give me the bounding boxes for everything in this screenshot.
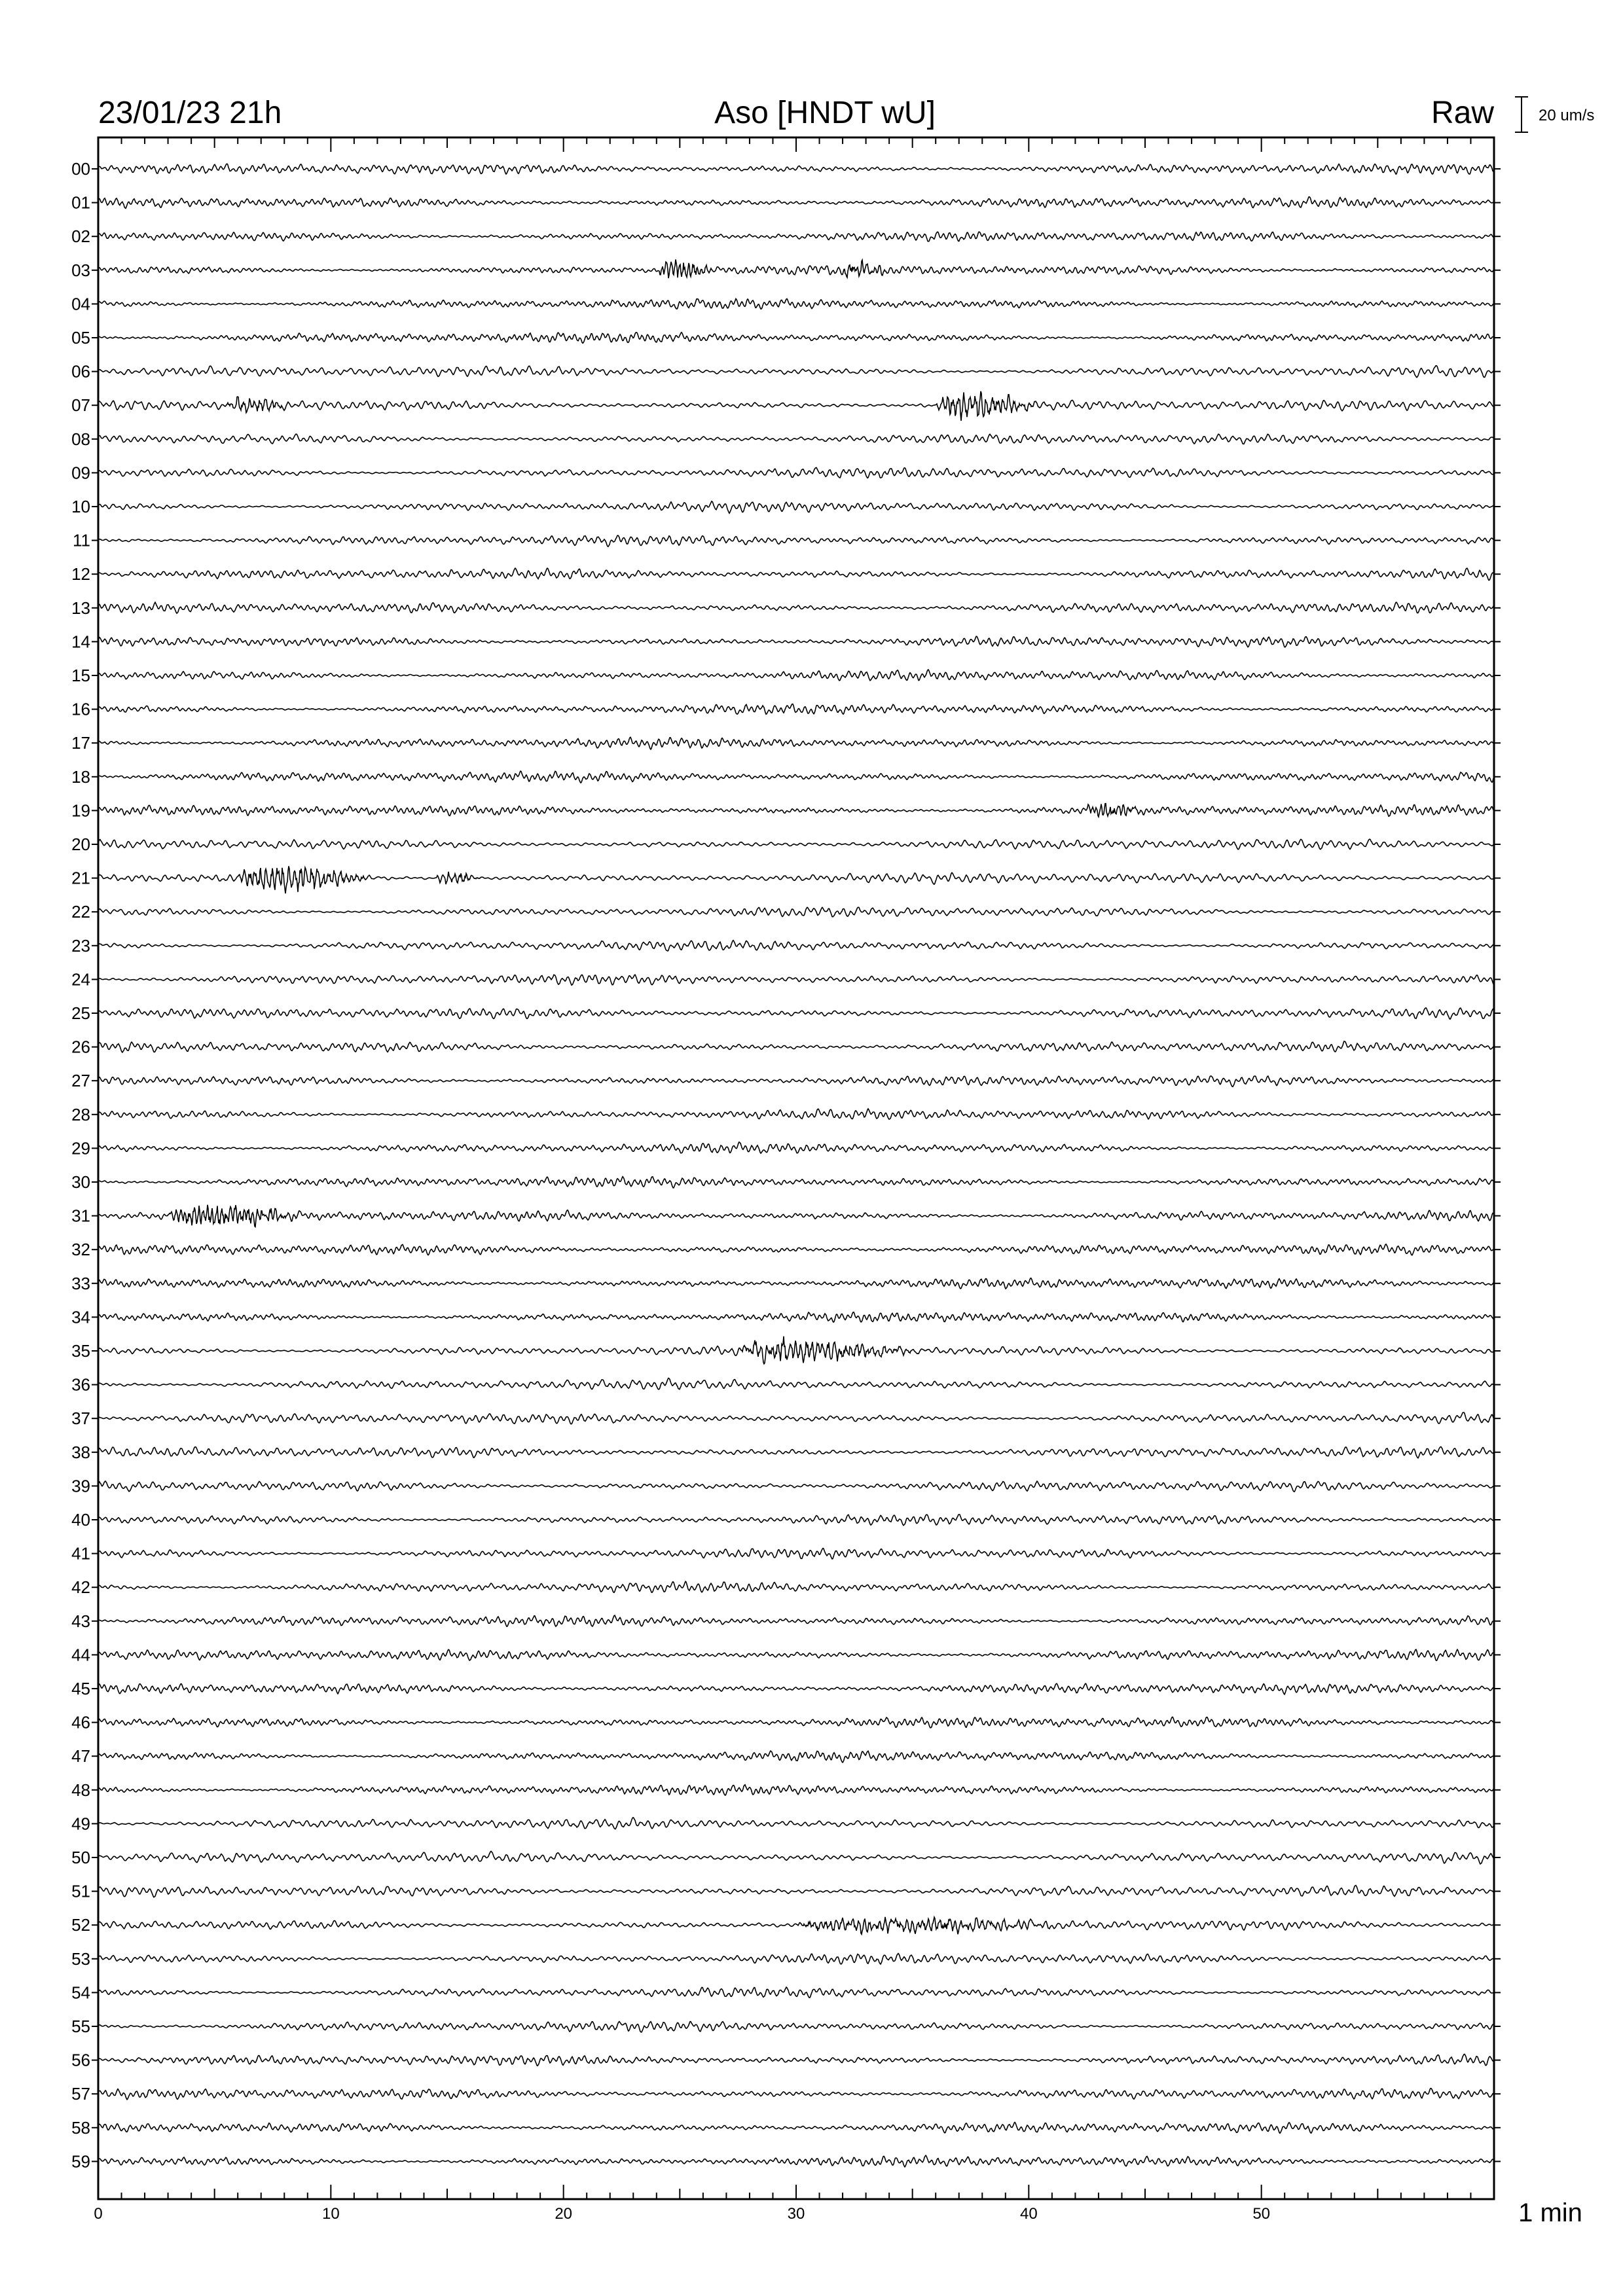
row-label: 48 [71,1780,90,1800]
row-label: 55 [71,2017,90,2036]
trace-line-32 [98,1244,1494,1255]
row-label: 06 [71,361,90,382]
trace-line-17 [98,737,1494,749]
trace-line-40 [98,1515,1494,1526]
amplitude-scale-label: 20 um/s [1539,107,1595,124]
trace-line-47 [98,1751,1494,1763]
row-label: 11 [73,530,90,550]
trace-line-57 [98,2089,1494,2100]
row-label: 10 [71,497,90,516]
row-labels [71,159,1501,2171]
trace-line-31 [98,1205,1494,1227]
row-label: 03 [71,260,90,280]
trace-line-51 [98,1886,1494,1897]
trace-line-19 [98,804,1494,817]
trace-line-30 [98,1177,1494,1188]
x-axis-unit-label: 1 min [1518,2198,1582,2227]
row-label: 19 [71,800,90,821]
row-label: 44 [71,1645,90,1665]
row-label: 53 [71,1948,90,1969]
row-label: 23 [71,935,90,956]
row-label: 08 [71,429,90,449]
row-label: 24 [71,969,90,990]
trace-line-13 [98,602,1494,613]
trace-line-10 [98,501,1494,513]
trace-line-45 [98,1683,1494,1695]
trace-line-53 [98,1954,1494,1964]
trace-line-03 [98,259,1494,278]
x-tick-label: 10 [321,2205,340,2223]
row-label: 42 [71,1577,90,1598]
x-tick-label: 50 [1252,2205,1271,2223]
row-label: 26 [71,1037,90,1057]
row-label: 56 [71,2050,90,2070]
trace-line-28 [98,1109,1494,1119]
row-label: 22 [71,902,90,922]
trace-line-49 [98,1818,1494,1829]
trace-line-58 [98,2123,1494,2134]
trace-line-14 [98,636,1494,647]
row-label: 59 [71,2151,90,2172]
trace-line-42 [98,1581,1494,1592]
row-label: 34 [71,1307,90,1327]
trace-line-01 [98,197,1494,209]
trace-line-35 [98,1336,1494,1364]
trace-line-16 [98,704,1494,715]
trace-line-07 [98,391,1494,421]
row-label: 21 [71,868,90,888]
row-label: 32 [71,1240,90,1260]
trace-line-22 [98,907,1494,917]
row-label: 50 [71,1848,90,1867]
trace-line-11 [98,535,1494,547]
trace-line-05 [98,332,1494,344]
datetime-label: 23/01/23 21h [98,96,282,130]
row-label: 45 [71,1679,90,1698]
x-axis-tick-labels [94,2205,1270,2223]
row-label: 15 [71,666,90,685]
trace-line-52 [98,1917,1494,1934]
row-label: 04 [71,294,90,314]
row-label: 57 [71,2084,90,2104]
trace-line-34 [98,1312,1494,1322]
row-label: 13 [71,598,90,618]
trace-line-37 [98,1412,1494,1424]
row-label: 28 [71,1104,90,1124]
trace-line-39 [98,1481,1494,1492]
x-tick-label: 20 [555,2205,573,2223]
row-label: 31 [71,1206,90,1226]
trace-line-15 [98,670,1494,681]
row-label: 58 [71,2117,90,2138]
chart-title: Aso [HNDT wU] [714,96,936,130]
row-label: 43 [71,1611,90,1631]
row-label: 25 [71,1003,90,1023]
row-label: 35 [71,1341,90,1361]
row-label: 49 [71,1814,90,1834]
trace-line-23 [98,941,1494,951]
row-label: 33 [71,1273,90,1293]
trace-line-50 [98,1852,1494,1865]
row-label: 29 [71,1138,90,1158]
trace-line-21 [98,866,1494,893]
row-label: 27 [71,1071,90,1091]
x-tick-label: 40 [1019,2205,1038,2223]
row-label: 36 [71,1374,90,1395]
trace-line-12 [98,568,1494,580]
row-label: 38 [71,1442,90,1462]
trace-line-44 [98,1649,1494,1660]
row-label: 47 [71,1746,90,1767]
trace-line-54 [98,1987,1494,1998]
row-label: 37 [71,1408,90,1429]
trace-line-48 [98,1785,1494,1795]
mode-label: Raw [1431,96,1494,130]
seismic-traces [98,164,1494,2166]
row-label: 12 [71,564,90,584]
row-label: 46 [71,1712,90,1732]
trace-line-18 [98,771,1494,783]
trace-line-33 [98,1278,1494,1289]
trace-line-26 [98,1041,1494,1052]
row-label: 39 [71,1476,90,1496]
amplitude-scale-bar [1515,97,1528,132]
row-label: 30 [71,1172,90,1192]
row-label: 20 [71,834,90,854]
row-label: 09 [71,463,90,483]
trace-line-20 [98,839,1494,850]
row-label: 16 [71,699,90,719]
trace-line-06 [98,366,1494,378]
trace-line-43 [98,1615,1494,1626]
trace-line-56 [98,2054,1494,2066]
row-label: 54 [71,1982,90,2003]
trace-line-46 [98,1717,1494,1728]
trace-line-09 [98,467,1494,478]
x-tick-label: 30 [787,2205,805,2223]
row-label: 14 [71,632,90,652]
trace-line-00 [98,164,1494,174]
row-label: 18 [71,766,90,787]
trace-line-27 [98,1076,1494,1086]
trace-line-02 [98,232,1494,242]
row-label: 02 [71,226,90,247]
row-label: 05 [71,328,90,348]
row-label: 51 [71,1881,90,1901]
row-label: 52 [71,1915,90,1935]
row-label: 17 [71,733,90,753]
trace-line-04 [98,299,1494,310]
trace-line-38 [98,1447,1494,1458]
row-label: 07 [71,395,90,416]
trace-line-41 [98,1549,1494,1559]
row-label: 01 [71,192,90,213]
trace-line-36 [98,1378,1494,1390]
row-label: 40 [71,1510,90,1530]
row-label: 41 [71,1543,90,1564]
trace-line-25 [98,1008,1494,1019]
trace-line-59 [98,2155,1494,2167]
trace-line-29 [98,1142,1494,1153]
trace-line-55 [98,2022,1494,2032]
row-label: 00 [71,159,90,179]
trace-line-08 [98,434,1494,444]
x-tick-label: 0 [94,2205,103,2223]
trace-line-24 [98,975,1494,985]
